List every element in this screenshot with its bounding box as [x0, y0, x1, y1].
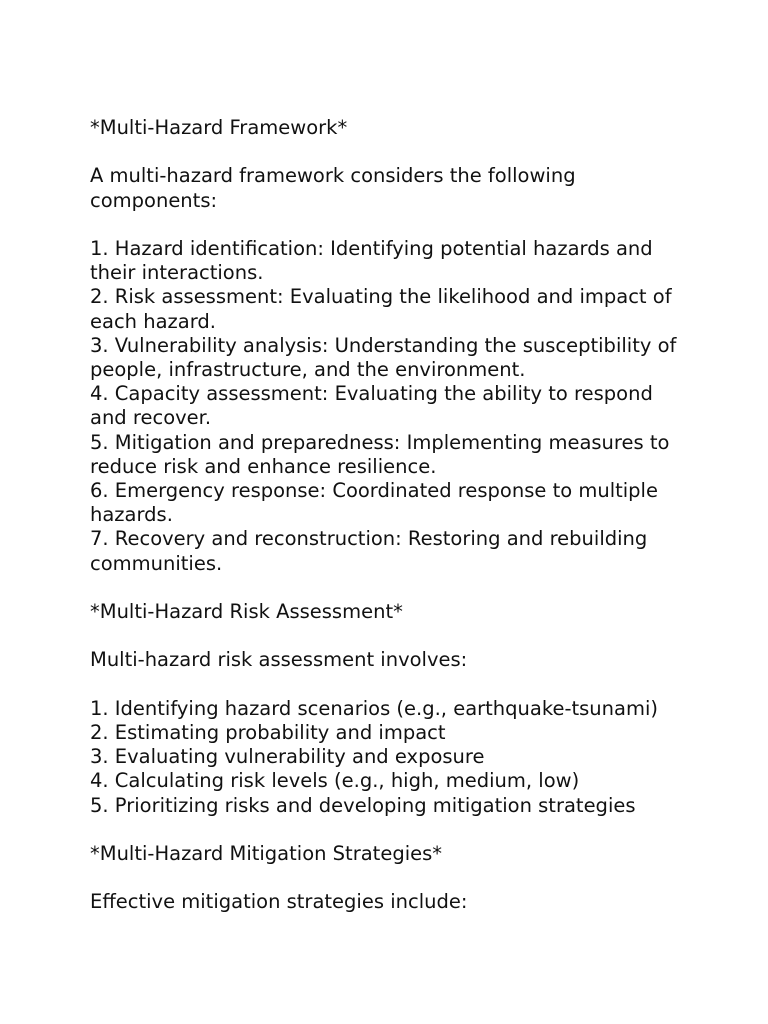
list-item: 5. Prioritizing risks and developing mitigation strategies [90, 793, 636, 817]
risk-assessment-steps-list [90, 697, 690, 818]
section-heading-mitigation: *Multi-Hazard Mitigation Strategies* [90, 842, 443, 865]
list-item: 3. Vulnerability analysis: Understanding the susceptibility of people, infrastructure, and the environment. [90, 333, 677, 381]
spacer [90, 140, 690, 164]
spacer [90, 866, 690, 890]
section-intro-framework: A multi-hazard framework considers the following components: [90, 164, 576, 212]
list-item: 4. Calculating risk levels (e.g., high, medium, low) [90, 769, 580, 793]
section-heading-framework: *Multi-Hazard Framework* [90, 116, 348, 139]
section-intro-mitigation: Effective mitigation strategies include: [90, 890, 468, 914]
spacer [90, 818, 690, 842]
list-item: 1. Identifying hazard scenarios (e.g., earthquake-tsunami) [90, 696, 658, 720]
list-item: 1. Hazard identification: Identifying potential hazards and their interactions. [90, 236, 653, 285]
section-heading-risk-assessment: *Multi-Hazard Risk Assessment* [90, 600, 403, 624]
spacer [90, 624, 690, 648]
spacer [90, 673, 690, 697]
list-item: 3. Evaluating vulnerability and exposure [90, 745, 485, 769]
section-intro-risk-assessment: Multi-hazard risk assessment involves: [90, 648, 468, 672]
document-page [90, 116, 690, 915]
list-item: 5. Mitigation and preparedness: Implementing measures to reduce risk and enhance resilience. [90, 430, 670, 478]
spacer [90, 213, 690, 237]
framework-components-list [90, 237, 690, 576]
spacer [90, 576, 690, 600]
list-item: 4. Capacity assessment: Evaluating the ability to respond and recover. [90, 382, 653, 430]
list-item: 6. Emergency response: Coordinated response to multiple hazards. [90, 479, 658, 527]
list-item: 7. Recovery and reconstruction: Restoring and rebuilding communities. [90, 527, 648, 575]
list-item: 2. Risk assessment: Evaluating the likelihood and impact of each hazard. [90, 285, 672, 333]
list-item: 2. Estimating probability and impact [90, 721, 446, 744]
